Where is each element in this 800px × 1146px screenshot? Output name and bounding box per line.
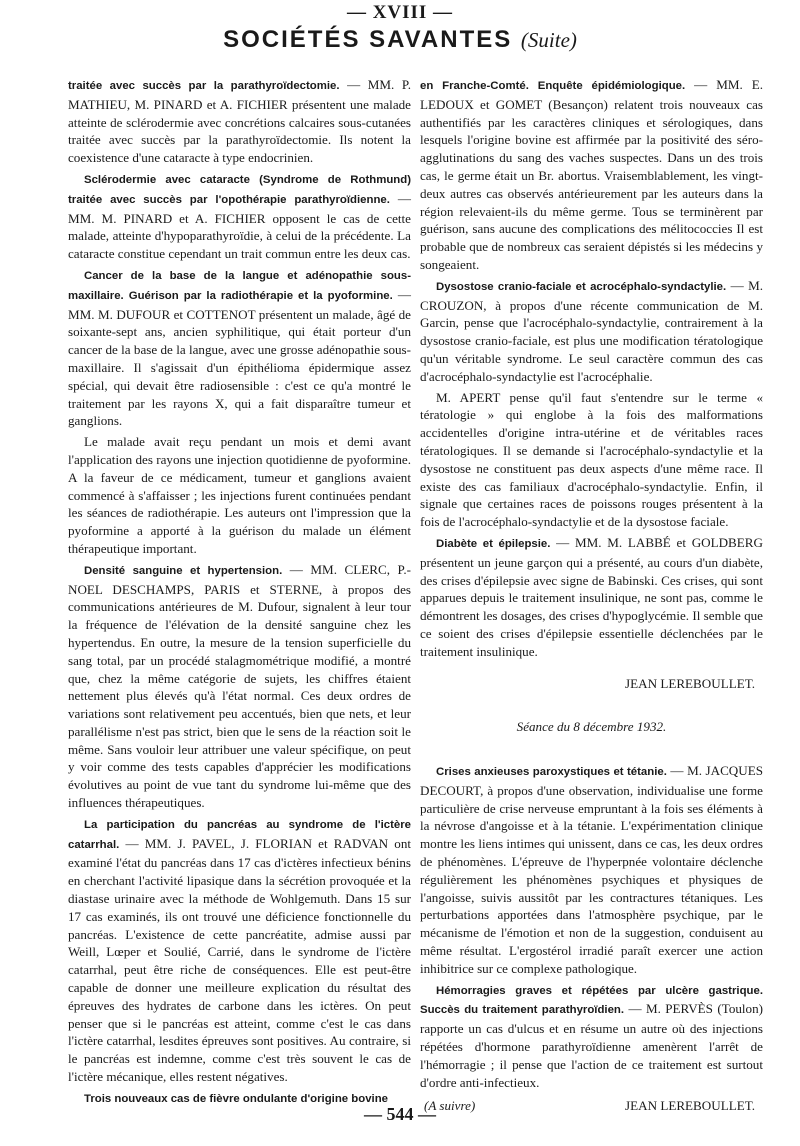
folio-roman: — XVIII — [346,2,454,23]
paragraph-text: — MM. M. DUFOUR et COTTENOT présentent un malade, âgé de soixante-sept ans, ancien syphilitique, qui était porteur d'un cancer de la base de la langue, avec une grosse adénopathie sous-maxillaire. Il s'agissait d'un épithélioma épidermique assez spécial, qui devait être radiosensible : c'est ce qu'a montré le traitement par les rayons X, qui a fait disparaître tumeur et ganglions. [68,286,411,429]
paragraph [420,76,763,274]
signature: JEAN LEREBOULLET. [625,1098,755,1114]
paragraph [68,266,411,430]
paragraph-title: Diabète et épilepsie. [436,537,551,550]
header-suite: (Suite) [520,28,577,52]
paragraph [420,762,763,978]
paragraph-text: — MM. J. PAVEL, J. FLORIAN et RADVAN ont examiné l'état du pancréas dans 17 cas d'ictères infectieux bénins en cherchant l'activité lipasique dans la sécrétion provoquée et la diastase urinaire avec la méthode de Wohlgemuth. Dans 15 sur 17 cas examinés, ils ont trouvé une déficience fonctionnelle du pancréas. L'existence de cette pancréatite, admise aussi par Weill, Lœper et Soulié, Carrié, dans le syndrome de l'ictère catarrhal, peut être riche de conséquences. Elle est peut-être capable de donner une meilleure explication du résultat des épreuves des hydrates de carbone dans les ictères. On peut penser que si le pancréas est atteint, comme c'est le cas dans l'ictère catarrhal, lesdites épreuves sont positives. Au contraire, si le pancréas est indemne, comme c'est très souvent le cas de l'ictère mécanique, elles restent négatives. [68,835,411,1085]
page-number: — 544 — [364,1104,436,1124]
paragraph [68,561,411,812]
paragraph [68,170,411,263]
paragraph-text: — MM. P. MATHIEU, M. PINARD et A. FICHIER présentent une malade atteinte de sclérodermie avec concrétions calcaires sous-cutanées traitée avec succès par la parathyroïdectomie. Ils notent la coexistence d'une cataracte à type endocrinien. [68,77,411,166]
signature: JEAN LEREBOULLET. [625,675,755,691]
paragraph-title: Densité sanguine et hypertension. [84,564,283,577]
paragraph-text: — M. PERVÈS (Toulon) rapporte un cas d'ulcus et en résume un autre où des injections répétées d'hormone parathyroïdienne amenèrent l'arrêt de l'hémorragie ; il pense que l'action de ce traitement est surtout d'ordre anti-infectieux. [420,1001,763,1090]
paragraph [68,815,411,1086]
paragraph-text: — MM. M. LABBÉ et GOLDBERG présentent un jeune garçon qui a présenté, au cours d'un diabète, des crises d'épilepsie avec signe de Babinski. Ces crises, qui sont apparues depuis le traitement insulinique, ne sont pas, comme le démontrent les dosages, des crises d'hypoglycémie. Il semble que ce soient des crises d'épilepsie essentielle déclenchées par le traitement insulinique. [420,534,763,659]
paragraph-text: — MM. E. LEDOUX et GOMET (Besançon) relatent trois nouveaux cas authentifiés par les caractères cliniques et sérologiques, dans lesquels l'origine bovine est affirmée par la positivité des séro-agglutinations du sang des vaches suspectes. Dans un des trois cas, le germe était un Br. abortus. Vraisemblablement, les vingt-deux autres cas observés antérieurement par les auteurs dans la région relevaient-ils du même germe. Tous se terminèrent par guérison, sans aucune des complications des mélitococcies Il est probable que de nombreux cas seraient dépistés si les médecins y songeaient. [420,77,763,272]
right-column [420,76,763,1115]
paragraph-title: traitée avec succès par la parathyroïdectomie. [68,80,340,92]
paragraph-title: Sclérodermie avec cataracte (Syndrome de Rothmund) traitée avec succès par l'opothérapie parathyroïdienne. [68,173,411,206]
paragraph-title: Trois nouveaux cas de fièvre ondulante d'origine bovine [84,1092,388,1105]
paragraph-text: — M. JACQUES DECOURT, à propos d'une observation, individualise une forme particulière de crise nerveuse empruntant à la fois ses éléments à la névrose d'angoisse et à la tétanie. L'expérimentation clinique montre les liens intimes qui unissent, dans ce cas, les deux ordres de phénomènes. L'épreuve de l'hyperpnée volontaire déclenche régulièrement les phénomènes psychiques et physiques de l'angoisse, suivis aussitôt par les contractures tétaniques. Les perturbations apportées dans l'atmosphère psychique, par le mécanisme de l'émotion et non de la suggestion, conduisent au même résultat. L'ergostérol irradié paraît exercer une action inhibitrice sur ce complexe pathologique. [420,763,763,976]
paragraph-text: — MM. CLERC, P.-NOEL DESCHAMPS, PARIS et STERNE, à propos des communications antérieures de M. Dufour, signalent à leur tour la fréquence de l'élévation de la densité sanguine chez les hypertendus. En outre, la mesure de la tension superficielle du sang total, par un procédé stalagmométrique modifié, a montré que, chez la même catégorie de sujets, les chiffres étaient nettement plus élevés qu'à l'état normal. Ces deux ordres de variations sont relativement peu accentués, bien que nets, et leur parallélisme n'est pas strict, bien que le sens de la réaction soit le même. Sans vouloir leur attribuer une valeur spécifique, on peut y voir comme des tests capables d'apprécier les modifications évolutives au point de vue tant du syndrome lui-même que des influences thérapeutiques. [68,561,411,811]
paragraph-text: — M. CROUZON, à propos d'une récente communication de M. Garcin, pense que l'acrocéphalo-syndactylie, contrairement à la dysostose cranio-faciale, est plus une modification tératologique qu'un véritable syndrome. Le seul caractère commun des cas d'acrocéphalo-syndactylie est l'acrocéphalie. [420,277,764,384]
a-suivre: (A suivre) [424,1098,476,1114]
paragraph-title: Dysostose cranio-faciale et acrocéphalo-syndactylie. [436,280,727,293]
paragraph [420,277,763,386]
section-header [0,26,800,54]
paragraph-title: en Franche-Comté. Enquête épidémiologique. [420,80,686,92]
paragraph-text: — MM. M. PINARD et A. FICHIER opposent le cas de cette malade, atteinte d'hypoparathyroïdie, à celui de la précédente. La cataracte constitue cependant un trait commun entre les deux cas. [68,190,412,262]
seance-heading: Séance du 8 décembre 1932. [516,719,667,735]
paragraph [420,534,763,661]
paragraph: M. APERT pense qu'il faut s'entendre sur le terme « tératologie » qui englobe à la fois des malformations accidentelles d'origine intra-utérine et de véritables races tératologiques. Il se demande si l'acrocéphalo-syndactylie et la dysostose ne constituent pas deux aspects d'une même race. Il existe des cas familiaux d'acrocéphalo-syndactylie. Enfin, il signale que certaines races de poissons rouges présentent à la fois de l'acrocéphalo-syndactylie et de la dysostose faciale. [420,389,763,530]
left-column [68,76,411,1109]
paragraph-title: Hémorragies graves et répétées par ulcère gastrique. Succès du traitement parathyroïdien. [420,984,763,1017]
header-title: SOCIÉTÉS SAVANTES [223,26,513,53]
paragraph: Le malade avait reçu pendant un mois et demi avant l'application des rayons une injection quotidienne de pyoformine. A la faveur de ce médicament, tumeur et ganglions avaient commencé à s'affaisser ; les injections furent continuées pendant les séances de radiothérapie. Les auteurs ont l'impression que la pyoformine a apporté à la guérison du malade un élément thérapeutique important. [68,434,411,556]
paragraph [420,981,763,1092]
paragraph [68,76,411,167]
paragraph-title: Cancer de la base de la langue et adénopathie sous-maxillaire. Guérison par la radiothérapie et la pyoformine. [68,269,411,302]
paragraph-title: Crises anxieuses paroxystiques et tétanie. [436,766,667,779]
paragraph-title: La participation du pancréas au syndrome de l'ictère catarrhal. [68,818,411,851]
